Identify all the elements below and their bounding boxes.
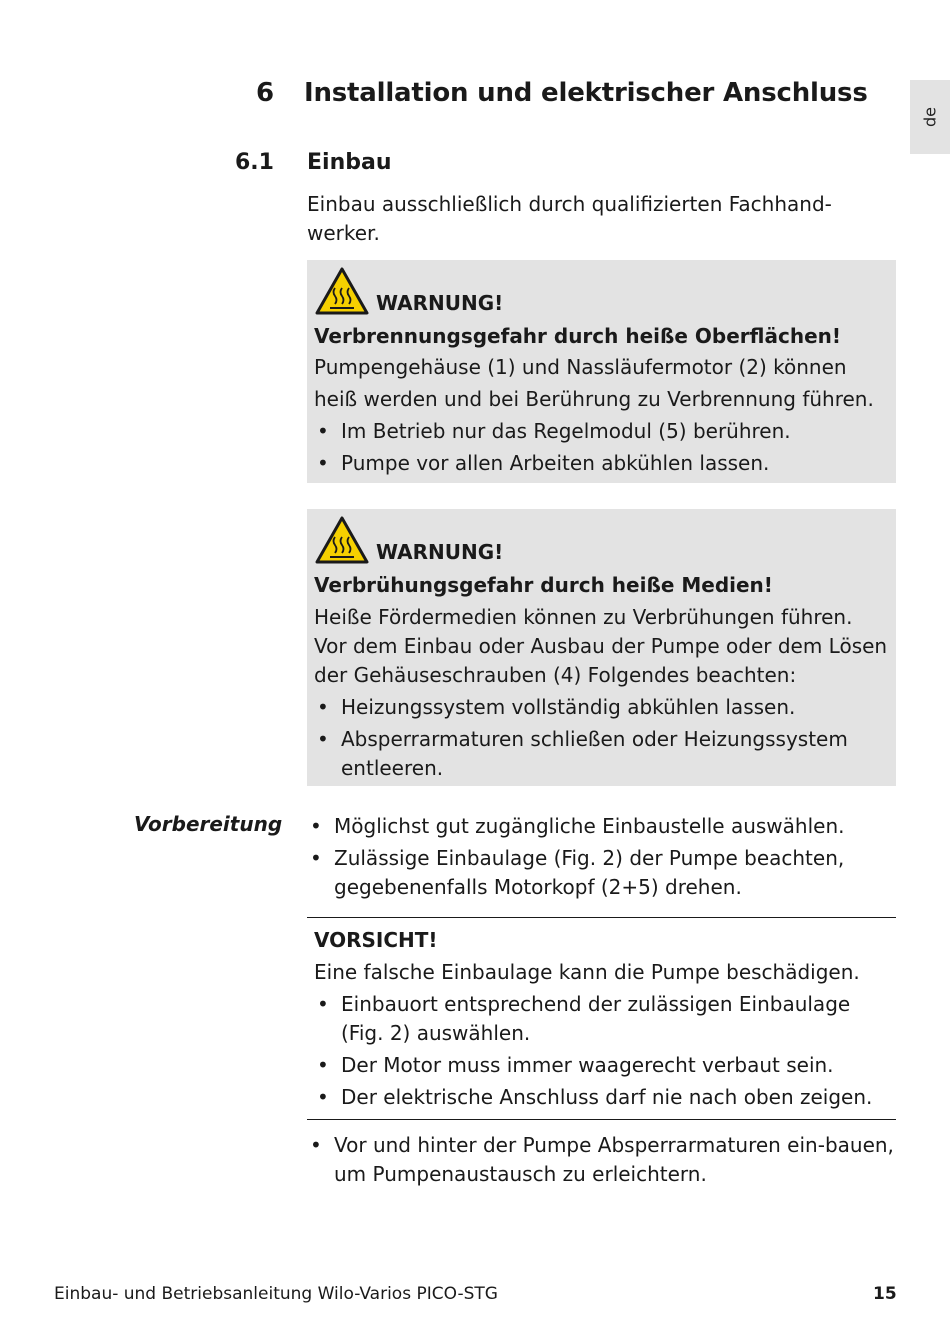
list-item: • Zulässige Einbaulage (Fig. 2) der Pumpe beachten, gegebenenfalls Motorkopf (2+5) drehen. xyxy=(307,844,896,902)
warning-bullets xyxy=(314,415,888,479)
list-item: • Möglichst gut zugängliche Einbaustelle auswählen. xyxy=(307,812,896,841)
preparation-list xyxy=(307,812,896,902)
warning-label: WARNUNG! xyxy=(376,540,504,564)
section-title: Einbau xyxy=(307,150,392,175)
list-item: • Vor und hinter der Pumpe Absperrarmaturen ein-bauen, um Pumpenaustausch zu erleichtern. xyxy=(307,1131,896,1189)
warning-text: Pumpengehäuse (1) und Nassläufermotor (2) können heiß werden und bei Berührung zu Verbrennung führen. xyxy=(314,355,874,411)
caution-label: VORSICHT! xyxy=(314,928,438,952)
chapter-number: 6 xyxy=(256,78,274,108)
section-number: 6.1 xyxy=(235,150,274,175)
chapter-title: Installation und elektrischer Anschluss xyxy=(304,78,868,108)
warning-header xyxy=(314,268,888,316)
list-item: • Der elektrische Anschluss darf nie nach oben zeigen. xyxy=(314,1083,890,1112)
chapter-heading xyxy=(256,78,868,108)
page-number: 15 xyxy=(873,1284,897,1304)
footer-document-title: Einbau- und Betriebsanleitung Wilo-Varios PICO-STG xyxy=(54,1284,498,1304)
list-item: • Heizungssystem vollständig abkühlen lassen. xyxy=(314,693,888,722)
intro-paragraph: Einbau ausschließlich durch qualifizierten Fachhand-werker. xyxy=(307,192,832,245)
list-item: • Der Motor muss immer waagerecht verbaut sein. xyxy=(314,1051,890,1080)
warning-label: WARNUNG! xyxy=(376,291,504,315)
preparation-label: Vorbereitung xyxy=(134,812,283,836)
warning-bullets xyxy=(314,693,888,783)
list-item: • Einbauort entsprechend der zulässigen Einbaulage (Fig. 2) auswählen. xyxy=(314,990,890,1048)
language-tab-label: de xyxy=(920,107,940,127)
list-item: • Absperrarmaturen schließen oder Heizungssystem entleeren. xyxy=(314,725,888,783)
language-tab xyxy=(910,80,950,154)
section-heading xyxy=(235,150,392,175)
caution-box xyxy=(307,917,896,1120)
warning-box-scald xyxy=(307,509,896,786)
hot-surface-warning-icon xyxy=(314,515,370,565)
warning-header xyxy=(314,517,888,565)
hot-surface-warning-icon xyxy=(314,266,370,316)
warning-text: Heiße Fördermedien können zu Verbrühungen führen. Vor dem Einbau oder Ausbau der Pumpe oder dem Lösen der Gehäuseschrauben (4) Folgendes beachten: xyxy=(314,605,888,687)
list-item: • Pumpe vor allen Arbeiten abkühlen lassen. xyxy=(314,447,888,479)
warning-box-burn xyxy=(307,260,896,483)
after-list xyxy=(307,1131,896,1189)
list-item: • Im Betrieb nur das Regelmodul (5) berühren. xyxy=(314,415,888,447)
caution-bullets xyxy=(314,990,890,1112)
caution-text: Eine falsche Einbaulage kann die Pumpe beschädigen. xyxy=(314,960,860,984)
warning-heading: Verbrennungsgefahr durch heiße Oberflächen! xyxy=(314,324,842,348)
warning-heading: Verbrühungsgefahr durch heiße Medien! xyxy=(314,573,773,597)
